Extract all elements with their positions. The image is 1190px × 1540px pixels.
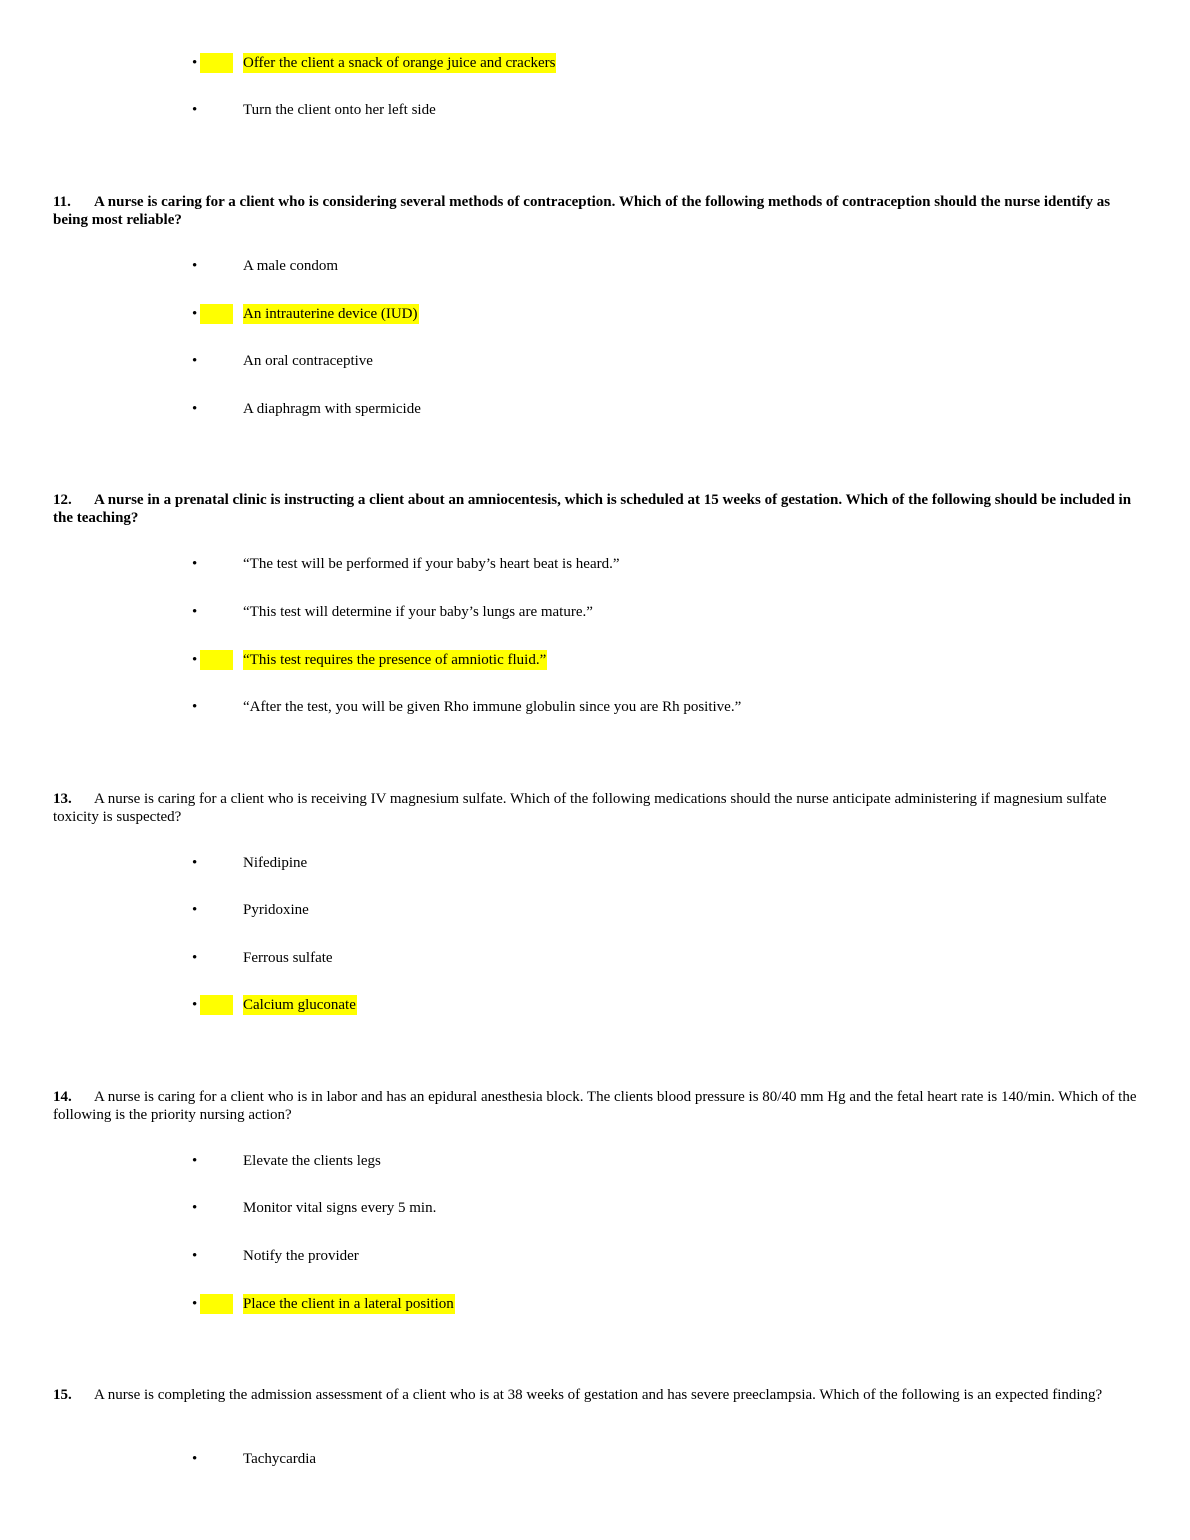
bullet-icon: • bbox=[192, 1200, 198, 1216]
question-number: 11. bbox=[53, 194, 71, 210]
option-text: “The test will be performed if your baby’s heart beat is heard.” bbox=[243, 556, 620, 572]
option-text: An oral contraceptive bbox=[243, 353, 373, 369]
option-text: Elevate the clients legs bbox=[243, 1153, 381, 1169]
bullet-icon: • bbox=[192, 950, 198, 966]
bullet-icon: • bbox=[192, 1451, 198, 1467]
bullet-icon: • bbox=[192, 102, 198, 118]
bullet-icon: • bbox=[192, 1153, 198, 1169]
bullet-icon: • bbox=[192, 306, 198, 322]
highlight-mark bbox=[200, 53, 233, 73]
bullet-icon: • bbox=[192, 652, 198, 668]
bullet-icon: • bbox=[192, 1248, 198, 1264]
question-number: 12. bbox=[53, 492, 72, 508]
question-stem: A nurse is caring for a client who is receiving IV magnesium sulfate. Which of the following medications should the nurse anticipate administering if magnesium sulfate toxicity is suspected? bbox=[53, 791, 1107, 825]
question-15 bbox=[53, 1386, 1138, 1404]
question-number: 13. bbox=[53, 791, 72, 807]
question-14 bbox=[53, 1088, 1138, 1124]
bullet-icon: • bbox=[192, 556, 198, 572]
option-text: Offer the client a snack of orange juice and crackers bbox=[243, 55, 556, 71]
bullet-icon: • bbox=[192, 401, 198, 417]
question-number: 14. bbox=[53, 1089, 72, 1105]
option-text: Pyridoxine bbox=[243, 902, 309, 918]
option-text: Turn the client onto her left side bbox=[243, 102, 436, 118]
option-text: “This test requires the presence of amniotic fluid.” bbox=[243, 652, 547, 668]
question-stem: A nurse is caring for a client who is considering several methods of contraception. Which of the following methods of contraception should the nurse identify as being most reliable? bbox=[53, 194, 1111, 228]
option-text: An intrauterine device (IUD) bbox=[243, 306, 418, 322]
bullet-icon: • bbox=[192, 699, 198, 715]
question-stem: A nurse in a prenatal clinic is instructing a client about an amniocentesis, which is scheduled at 15 weeks of gestation. Which of the following should be included in the teaching? bbox=[53, 492, 1132, 526]
highlight-mark bbox=[200, 304, 233, 324]
option-text: Nifedipine bbox=[243, 855, 308, 871]
bullet-icon: • bbox=[192, 1296, 198, 1312]
bullet-icon: • bbox=[192, 353, 198, 369]
question-stem: A nurse is completing the admission assessment of a client who is at 38 weeks of gestation and has severe preeclampsia. Which of the following is an expected finding? bbox=[94, 1387, 1103, 1403]
highlight-mark bbox=[200, 995, 233, 1015]
highlight-mark bbox=[200, 1294, 233, 1314]
option-text: A male condom bbox=[243, 258, 338, 274]
option-text: Place the client in a lateral position bbox=[243, 1296, 454, 1312]
bullet-icon: • bbox=[192, 855, 198, 871]
option-text: Calcium gluconate bbox=[243, 997, 356, 1013]
option-text: A diaphragm with spermicide bbox=[243, 401, 421, 417]
question-stem: A nurse is caring for a client who is in labor and has an epidural anesthesia block. The clients blood pressure is 80/40 mm Hg and the fetal heart rate is 140/min. Which of the following is the priority nursing action? bbox=[53, 1089, 1137, 1123]
question-12 bbox=[53, 491, 1138, 527]
bullet-icon: • bbox=[192, 902, 198, 918]
option-text: Ferrous sulfate bbox=[243, 950, 333, 966]
option-text: Monitor vital signs every 5 min. bbox=[243, 1200, 437, 1216]
question-13 bbox=[53, 790, 1138, 826]
option-text: Notify the provider bbox=[243, 1248, 359, 1264]
bullet-icon: • bbox=[192, 604, 198, 620]
question-number: 15. bbox=[53, 1387, 72, 1403]
option-text: Tachycardia bbox=[243, 1451, 317, 1467]
bullet-icon: • bbox=[192, 55, 198, 71]
option-text: “After the test, you will be given Rho immune globulin since you are Rh positive.” bbox=[243, 699, 742, 715]
option-text: “This test will determine if your baby’s lungs are mature.” bbox=[243, 604, 593, 620]
question-11 bbox=[53, 193, 1138, 229]
bullet-icon: • bbox=[192, 997, 198, 1013]
highlight-mark bbox=[200, 650, 233, 670]
bullet-icon: • bbox=[192, 258, 198, 274]
